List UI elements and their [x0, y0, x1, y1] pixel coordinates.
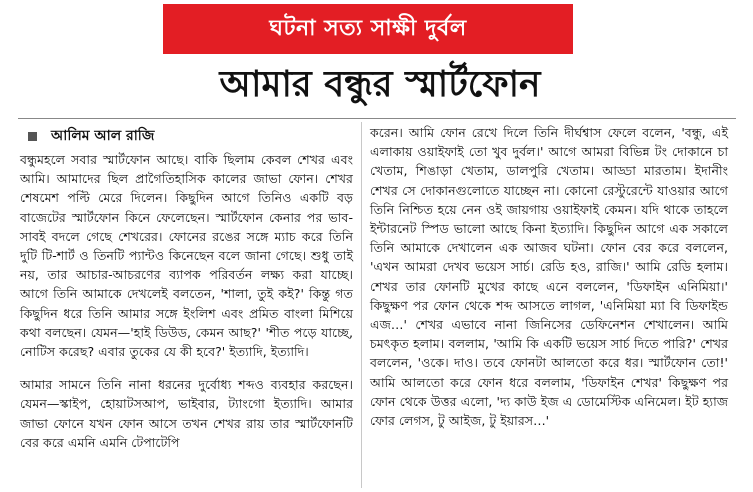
paragraph: বন্ধুমহলে সবার স্মার্টফোন আছে। বাকি ছিলাম কেবল শেখর এবং আমি। আমাদের ছিল প্রাগৈতিহাসিক কালের জাভা ফোন। শেখর শেষমেশ পল্টি মেরে দিলেন। কিছুদিন আগে তিনিও একটি বড় বাজেটের স্মার্টফোন কিনে ফেলেছেন। স্মার্টফোন কেনার পর ভাব-সাবই বদলে গেছে শেখরের। ফোনের রঙের সঙ্গে ম্যাচ করে তিনি দুটি টি-শার্ট ও তিনটি প্যান্টও কিনেছেন বলে জানা গেছে। শুধু তাই নয়, তার আচার-আচরণের ব্যাপক পরিবর্তন লক্ষ্য করা যাচ্ছে। আগে তিনি আমাকে দেখলেই বলতেন, 'শালা, তুই কই?' কিন্তু গত কিছুদিন ধরে তিনি আমার সঙ্গে ইংলিশ এবং প্রমিত বাংলা মিশিয়ে কথা বলছেন। যেমন—'হাই ডিউড, কেমন আছ?' 'শীত পড়ে যাচ্ছে, নোটিস করেছ? এবার তুকের যে কী হবে?' ইত্যাদি, ইত্যাদি।	[20, 152, 353, 360]
square-bullet-icon	[28, 132, 37, 141]
article-headline: আমার বন্ধুর স্মার্টফোন	[219, 64, 541, 105]
author-name: আলিম আল রাজি	[51, 128, 155, 144]
paragraph: আমার সামনে তিনি নানা ধরনের দুর্বোধ্য শব্দও ব্যবহার করছেন। যেমন—স্কাইপ, হোয়াটসআপ, ভাইবার, ট্যাংগো ইত্যাদি। আমার জাভা ফোনে যখন ফোন আসে তখন শেখর রায় তার স্মার্টফোনটি বের করে এমনি এমনি টেপাটেপি	[20, 377, 353, 450]
banner-text: ঘটনা সত্য সাক্ষী দুর্বল	[269, 15, 467, 41]
article-column-left	[20, 150, 353, 466]
headline-banner	[163, 4, 573, 54]
paragraph: করেন। আমি ফোন রেখে দিলে তিনি দীর্ঘশ্বাস ফেলে বলেন, 'বন্ধু, এই এলাকায় ওয়াইফাই তো খুব দুর্বল।' আগে আমরা বিভিন্ন টং দোকানে চা খেতাম, শিঙাড়া খেতাম, ডালপুরি খেতাম। আড্ডা মারতাম। ইদানীং শেখর সে দোকানগুলোতে যাচ্ছেন না। কোনো রেস্টুরেন্টে যাওয়ার আগে তিনি নিশ্চিত হয়ে নেন ওই জায়গায় ওয়াইফাই কেমন। যদি থাকে তাহলে ইন্টারনেট স্পিড ভালো আছে কিনা ইত্যাদি। কিছুদিন আগে এক সকালে তিনি আমাকে দেখালেন এক আজব ঘটনা। ফোন বের করে বললেন, 'এখন আমরা দেখব ভয়েস সার্চ। রেডি হও, রাজি।' আমি রেডি হলাম। শেখর তার ফোনটি মুখের কাছে এনে বললেন, 'ডিফাইন এনিমিয়া।' কিছুক্ষণ পর ফোন থেকে শব্দ আসতে লাগল, 'এনিমিয়া ম্যা বি ডিফাইন্ড এজ…' শেখর এভাবে নানা জিনিসের ডেফিনেশন শেখালেন। আমি চমৎকৃত হলাম। বললাম, 'আমি কি একটি ভয়েস সার্চ দিতে পারি?' শেখর বললেন, 'ওকে। দাও। তবে ফোনটা আলতো করে ধর। স্মার্টফোন তো!' আমি আলতো করে ফোন ধরে বললাম, 'ডিফাইন শেখর' কিছুক্ষণ পর ফোন থেকে উত্তর এলো, 'দ্য কাউ ইজ এ ডোমেস্টিক এনিমেল। ইট হ্যাজ ফোর লেগস, টু আইজ, টু ইয়ারস…'	[370, 125, 728, 429]
header-divider	[18, 118, 736, 119]
column-divider	[361, 122, 362, 488]
article-column-right	[370, 123, 728, 430]
byline	[28, 126, 154, 146]
